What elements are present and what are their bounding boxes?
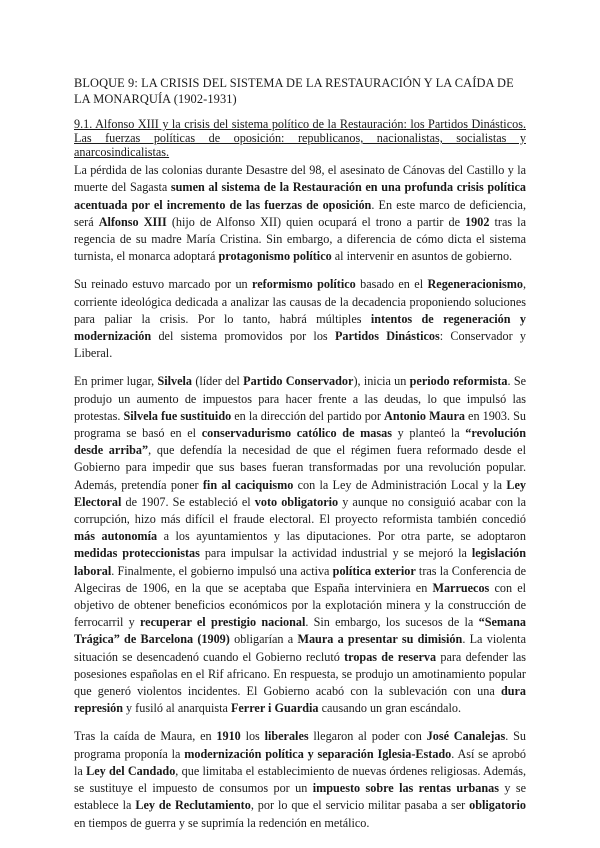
bold-text: “revolución desde arriba” xyxy=(74,426,526,458)
bold-text: intentos de regeneración y modernización xyxy=(74,311,526,344)
bold-text: conservadurismo católico de masas xyxy=(201,426,392,441)
text-run: al intervenir en asuntos de gobierno. xyxy=(331,249,513,264)
bold-text: Ferrer i Guardia xyxy=(230,701,319,716)
text-run: (líder del xyxy=(192,374,244,389)
document-title: BLOQUE 9: LA CRISIS DEL SISTEMA DE LA RESTAURACIÓN Y LA CAÍDA DE LA MONARQUÍA (1902-1931) xyxy=(74,76,514,106)
text-run: basado en el xyxy=(355,277,428,292)
text-run: en tiempos de guerra y se suprimía la redención en metálico. xyxy=(74,815,370,830)
bold-text: fin al caciquismo xyxy=(202,477,294,492)
paragraph-3 xyxy=(74,373,526,717)
text-run: . Así se aprobó la xyxy=(74,746,526,778)
bold-text: legislación laboral xyxy=(74,546,526,578)
text-run: (hijo de Alfonso XII) quien ocupará el trono a partir de xyxy=(166,214,466,229)
bold-text: política exterior xyxy=(332,563,416,578)
text-run: Su reinado estuvo marcado por un xyxy=(74,277,253,292)
text-run: causando un gran escándalo. xyxy=(318,701,461,716)
bold-text: Marruecos xyxy=(432,580,490,595)
text-run: a los ayuntamientos y las diputaciones. Por otra parte, se adoptaron xyxy=(157,529,526,544)
text-run: y fusiló al anarquista xyxy=(122,701,231,716)
text-run: , que limitaba el establecimiento de nuevas órdenes religiosas. Además, se sustituye el impuesto de consumos por un xyxy=(74,763,527,796)
text-run: con el objetivo de obtener beneficios económicos por la explotación minera y la construcción de ferrocarril y xyxy=(74,580,526,630)
bold-text: Partidos Dinásticos xyxy=(334,329,440,344)
bold-text: más autonomía xyxy=(74,529,158,544)
bold-text: Alfonso XIII xyxy=(98,214,167,229)
paragraph-4 xyxy=(74,728,526,831)
bold-text: Partido Conservador xyxy=(243,374,354,389)
bold-text: protagonismo político xyxy=(218,249,332,264)
text-run: , corriente ideológica dedicada a analizar las causas de la decadencia proponiendo soluciones para paliar la crisis. Por lo tanto, habrá múltiples xyxy=(74,277,526,326)
text-run: y planteó la xyxy=(391,426,466,441)
bold-text: 1910 xyxy=(216,729,241,744)
text-run: . Sin embargo, los sucesos de la xyxy=(305,615,479,630)
bold-text: Silvela xyxy=(157,374,193,389)
bold-text: Ley del Candado xyxy=(86,763,176,778)
bold-text: sumen al sistema de la Restauración en una profunda crisis política acentuada por el incremento de las fuerzas de oposición xyxy=(74,180,526,212)
bold-text: Maura a presentar su dimisión xyxy=(297,632,463,647)
bold-text: recuperar el prestigio nacional xyxy=(139,615,306,630)
text-run: tras la regencia de su madre María Cristina. Sin embargo, a diferencia de cómo dicta el sistema turnista, el monarca adoptará xyxy=(74,214,526,264)
bold-text: 1902 xyxy=(465,214,490,229)
text-run: en la dirección del partido por xyxy=(231,408,385,423)
text-run: con la Ley de Administración Local y la xyxy=(293,477,507,492)
bold-text: tropas de reserva xyxy=(344,649,437,664)
document-page xyxy=(74,76,526,843)
bold-text: “Semana Trágica” de Barcelona (1909) xyxy=(74,615,526,647)
text-run: tras la Conferencia de Algeciras de 1906, en la que se aceptaba que España interviniera en xyxy=(74,563,526,595)
bold-text: periodo reformista xyxy=(409,374,508,389)
text-run: y se establece la xyxy=(74,781,527,813)
bold-text: medidas proteccionistas xyxy=(74,546,200,561)
text-run: y aunque no consiguió acabar con la corrupción, hizo más difícil el fraude electoral. El proyecto reformista también concedió xyxy=(74,494,526,527)
bold-text: José Canalejas xyxy=(426,729,506,744)
text-run: los xyxy=(240,729,265,744)
bold-text: liberales xyxy=(264,729,309,744)
text-run: Tras la caída de Maura, en xyxy=(74,729,217,744)
bold-text: Antonio Maura xyxy=(384,408,465,423)
text-run: . Se produjo un aumento de impuestos para hacer frente a las deudas, lo que impulsó las protestas. xyxy=(74,374,527,423)
paragraph-1 xyxy=(74,162,526,265)
bold-text: impuesto sobre las rentas urbanas xyxy=(312,781,500,796)
text-run: La pérdida de las colonias durante Desastre del 98, el asesinato de Cánovas del Castillo y la muerte del Sagasta xyxy=(74,163,526,195)
text-run: . En este marco de deficiencia, será xyxy=(74,197,526,229)
text-run: , que defendía la necesidad de que el régimen fuera reformado desde el Gobierno para impedir que sus bases fueran transformadas por una revolución popular. Además, pretendía poner xyxy=(74,443,526,492)
bold-text: dura represión xyxy=(74,684,526,716)
bold-text: modernización política y separación Iglesia-Estado xyxy=(184,746,452,761)
text-run: en 1903. Su programa se basó en el xyxy=(74,408,526,441)
text-run: , por lo que el servicio militar pasaba a ser xyxy=(250,798,470,813)
text-run: para impulsar la actividad industrial y se mejoró la xyxy=(199,546,472,561)
bold-text: reformismo político xyxy=(252,277,356,292)
text-run: : Conservador y Liberal. xyxy=(74,329,526,361)
text-run: para defender las posesiones españolas en el Rif africano. En respuesta, se produjo un amotinamiento popular que generó violentos incidentes. El Gobierno acabó con la sublevación con una xyxy=(74,649,526,699)
text-run: ), inicia un xyxy=(353,374,410,389)
bold-text: Ley Electoral xyxy=(74,477,526,509)
text-run: En primer lugar, xyxy=(74,374,158,389)
text-run: llegaron al poder con xyxy=(308,729,427,744)
text-run: del sistema promovidos por los xyxy=(151,329,335,344)
text-run: . Finalmente, el gobierno impulsó una activa xyxy=(111,563,333,578)
bold-text: Ley de Reclutamiento xyxy=(135,798,251,813)
section-heading: 9.1. Alfonso XIII y la crisis del sistema político de la Restauración: los Partidos Dinásticos. Las fuerzas políticas de oposición: republicanos, nacionalistas, socialistas y anarcosindicalistas. xyxy=(74,117,526,160)
text-run: . Su programa proponía la xyxy=(74,729,526,761)
text-run: de 1907. Se estableció el xyxy=(121,494,255,509)
text-run: . La violenta situación se desencadenó cuando el Gobierno reclutó xyxy=(74,632,526,664)
bold-text: Silvela fue sustituido xyxy=(123,408,232,423)
bold-text: voto obligatorio xyxy=(254,494,339,509)
bold-text: obligatorio xyxy=(469,798,526,813)
text-run: obligarían a xyxy=(229,632,298,647)
bold-text: Regeneracionismo xyxy=(427,277,523,292)
paragraph-2 xyxy=(74,276,526,362)
